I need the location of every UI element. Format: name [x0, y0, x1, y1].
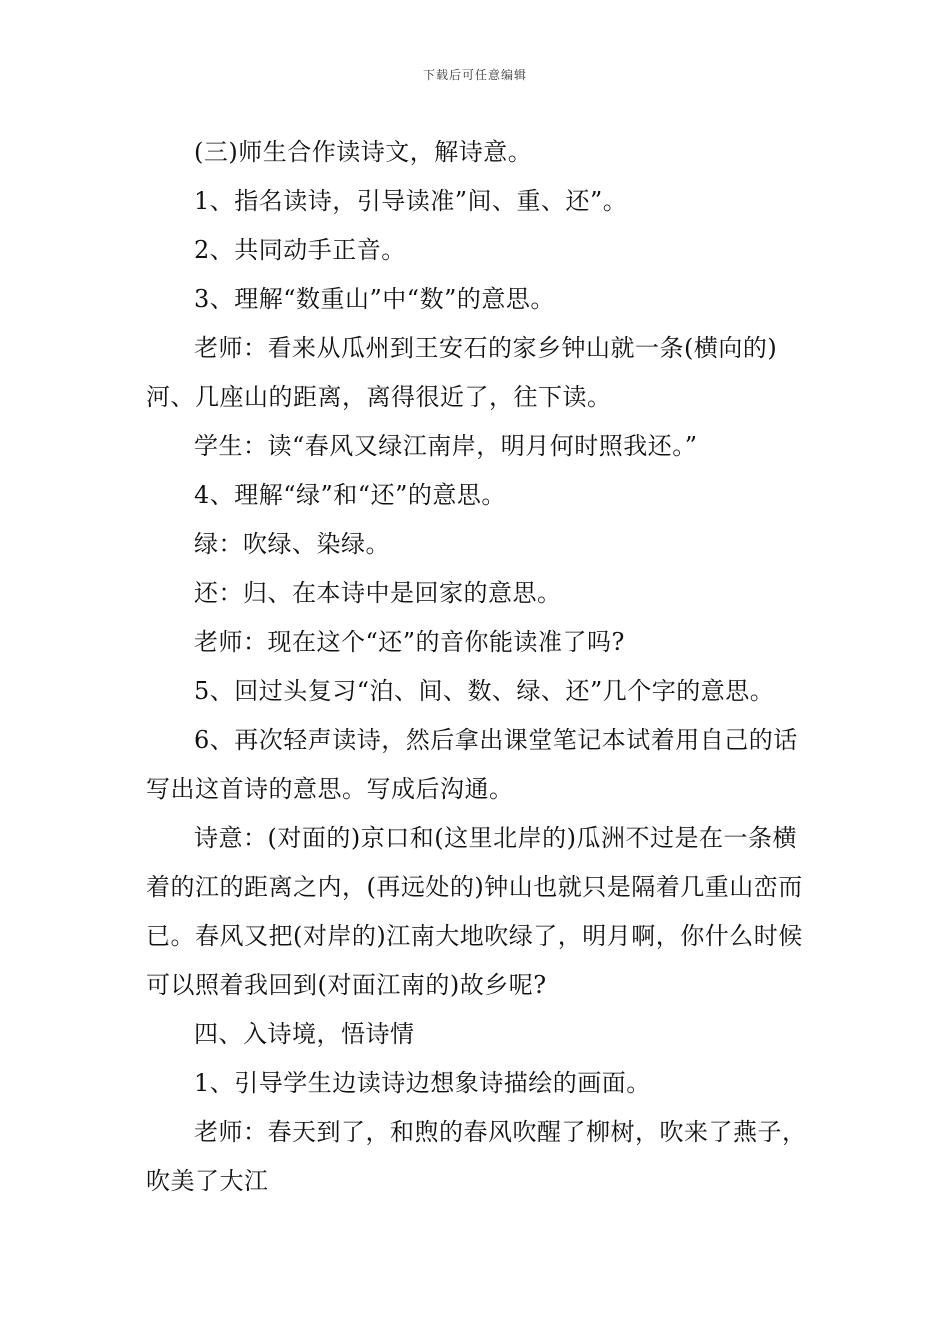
paragraph: 绿：吹绿、染绿。 [194, 530, 390, 558]
paragraph: 3、理解“数重山”中“数”的意思。 [194, 285, 555, 313]
paragraph: 老师：看来从瓜州到王安石的家乡钟山就一条(横向的)河、几座山的距离，离得很近了，往下读。 [146, 334, 778, 411]
document-body [146, 128, 814, 1206]
paragraph: 6、再次轻声读诗，然后拿出课堂笔记本试着用自己的话写出这首诗的意思。写成后沟通。 [146, 726, 798, 803]
section-heading: 四、入诗境，悟诗情 [194, 1020, 415, 1048]
paragraph: 诗意：(对面的)京口和(这里北岸的)瓜洲不过是在一条横着的江的距离之内，(再远处的)钟山也就只是隔着几重山峦而已。春风又把(对岸的)江南大地吹绿了，明月啊，你什么时候可以照着我回到(对面江南的)故乡呢? [146, 824, 803, 999]
page-header: 下载后可任意编辑 [422, 68, 527, 82]
paragraph: 还：归、在本诗中是回家的意思。 [194, 579, 562, 607]
paragraph: 老师：现在这个“还”的音你能读准了吗? [194, 628, 625, 656]
paragraph: 学生：读“春风又绿江南岸，明月何时照我还。” [194, 432, 698, 460]
paragraph: (三)师生合作读诗文，解诗意。 [194, 138, 533, 166]
paragraph: 1、引导学生边读诗边想象诗描绘的画面。 [194, 1069, 651, 1097]
paragraph: 5、回过头复习“泊、间、数、绿、还”几个字的意思。 [194, 677, 775, 705]
paragraph: 1、指名读诗，引导读准”间、重、还”。 [194, 187, 628, 215]
paragraph: 2、共同动手正音。 [194, 236, 406, 264]
paragraph: 老师：春天到了，和煦的春风吹醒了柳树，吹来了燕子，吹美了大江 [146, 1118, 807, 1195]
paragraph: 4、理解“绿”和“还”的意思。 [194, 481, 506, 509]
